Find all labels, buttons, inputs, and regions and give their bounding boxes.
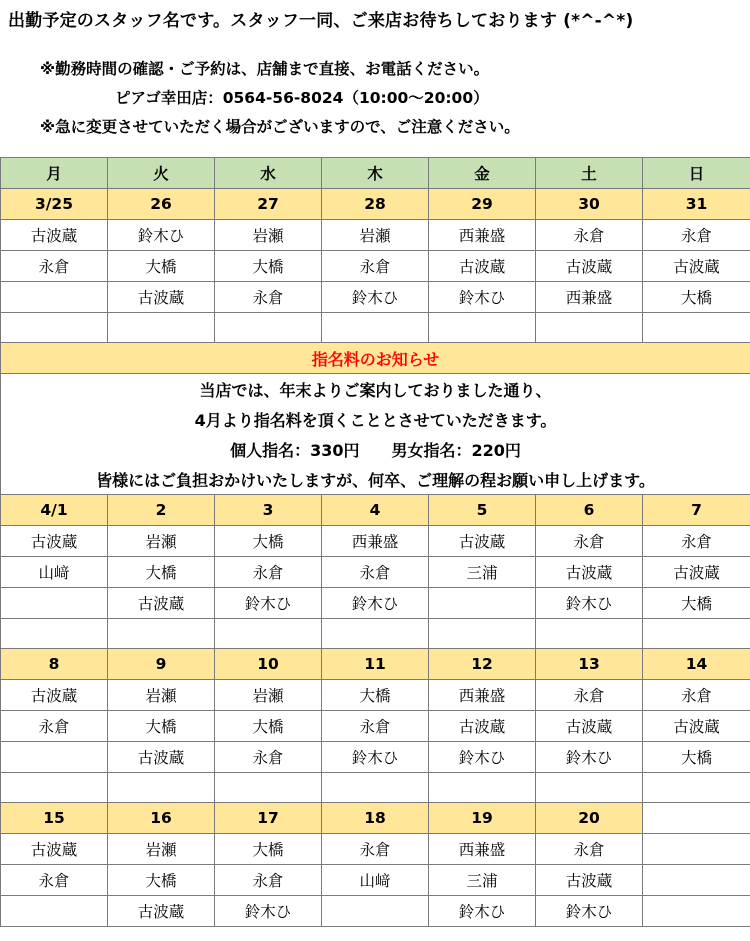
date-cell: 14 [643, 649, 750, 680]
weekday-tue: 火 [108, 158, 215, 189]
staff-cell: 大橋 [108, 557, 215, 588]
staff-cell: 鈴木ひ [536, 742, 643, 773]
empty-cell [429, 619, 536, 649]
staff-cell [1, 588, 108, 619]
weekday-mon: 月 [1, 158, 108, 189]
date-cell: 18 [322, 803, 429, 834]
staff-row [1, 834, 750, 865]
staff-cell: 山﨑 [1, 557, 108, 588]
staff-cell: 古波蔵 [643, 557, 750, 588]
date-cell: 16 [108, 803, 215, 834]
weekday-fri: 金 [429, 158, 536, 189]
spacer-row [1, 313, 750, 343]
staff-cell: 鈴木ひ [108, 220, 215, 251]
staff-cell: 古波蔵 [643, 251, 750, 282]
staff-cell: 岩瀬 [322, 220, 429, 251]
staff-cell [643, 834, 750, 865]
date-cell: 3/25 [1, 189, 108, 220]
empty-cell [1, 313, 108, 343]
date-cell: 7 [643, 495, 750, 526]
staff-cell: 永倉 [643, 220, 750, 251]
date-cell: 13 [536, 649, 643, 680]
date-cell: 5 [429, 495, 536, 526]
empty-cell [536, 773, 643, 803]
staff-cell: 永倉 [1, 251, 108, 282]
date-cell: 30 [536, 189, 643, 220]
staff-row [1, 220, 750, 251]
date-cell: 20 [536, 803, 643, 834]
date-cell: 27 [215, 189, 322, 220]
staff-cell: 西兼盛 [429, 220, 536, 251]
weekday-thu: 木 [322, 158, 429, 189]
date-cell: 2 [108, 495, 215, 526]
staff-cell [1, 742, 108, 773]
staff-cell: 三浦 [429, 557, 536, 588]
spacer-row [1, 773, 750, 803]
empty-cell [108, 619, 215, 649]
empty-cell [643, 619, 750, 649]
staff-cell: 永倉 [322, 834, 429, 865]
staff-cell: 古波蔵 [643, 711, 750, 742]
empty-cell [108, 773, 215, 803]
staff-cell: 西兼盛 [536, 282, 643, 313]
staff-cell: 大橋 [322, 680, 429, 711]
staff-cell: 鈴木ひ [536, 588, 643, 619]
notice-title: 指名料のお知らせ [1, 343, 750, 374]
staff-row [1, 557, 750, 588]
staff-row [1, 896, 750, 927]
staff-cell: 古波蔵 [108, 742, 215, 773]
date-cell: 29 [429, 189, 536, 220]
date-cell: 4/1 [1, 495, 108, 526]
staff-cell: 三浦 [429, 865, 536, 896]
notice-line: 当店では、年末よりご案内しておりました通り、 [1, 374, 750, 405]
date-cell: 10 [215, 649, 322, 680]
staff-cell: 大橋 [215, 834, 322, 865]
staff-cell: 永倉 [215, 557, 322, 588]
date-cell: 26 [108, 189, 215, 220]
staff-row [1, 282, 750, 313]
staff-cell [643, 896, 750, 927]
staff-cell: 永倉 [322, 711, 429, 742]
empty-cell [536, 619, 643, 649]
staff-cell: 鈴木ひ [429, 896, 536, 927]
notice-fee-line: 個人指名：330円 男女指名：220円 [1, 434, 750, 464]
booking-note: ※勤務時間の確認・ご予約は、店舗まで直接、お電話ください。 [40, 60, 490, 78]
notice-row [1, 374, 750, 405]
staff-cell: 岩瀬 [108, 526, 215, 557]
staff-cell: 古波蔵 [429, 711, 536, 742]
staff-schedule-table [0, 157, 750, 927]
weekday-wed: 水 [215, 158, 322, 189]
staff-cell: 大橋 [215, 711, 322, 742]
empty-cell [1, 773, 108, 803]
staff-cell: 西兼盛 [429, 680, 536, 711]
staff-cell: 古波蔵 [1, 220, 108, 251]
staff-cell: 古波蔵 [536, 711, 643, 742]
staff-cell: 永倉 [536, 220, 643, 251]
staff-cell: 鈴木ひ [215, 896, 322, 927]
staff-cell: 鈴木ひ [322, 588, 429, 619]
page-title: 出勤予定のスタッフ名です。スタッフ一同、ご来店お待ちしております (*^-^*) [8, 11, 634, 31]
staff-row [1, 526, 750, 557]
staff-cell: 古波蔵 [1, 680, 108, 711]
staff-cell: 鈴木ひ [322, 742, 429, 773]
staff-cell: 古波蔵 [429, 251, 536, 282]
staff-row [1, 865, 750, 896]
date-row [1, 649, 750, 680]
staff-cell: 永倉 [643, 526, 750, 557]
weekday-row [1, 158, 750, 189]
staff-cell: 古波蔵 [429, 526, 536, 557]
date-cell: 19 [429, 803, 536, 834]
staff-cell [1, 282, 108, 313]
staff-cell: 岩瀬 [215, 680, 322, 711]
staff-cell: 鈴木ひ [215, 588, 322, 619]
date-cell: 28 [322, 189, 429, 220]
staff-cell: 古波蔵 [1, 834, 108, 865]
staff-cell: 永倉 [1, 865, 108, 896]
staff-cell: 西兼盛 [322, 526, 429, 557]
staff-cell: 永倉 [643, 680, 750, 711]
staff-cell: 鈴木ひ [536, 896, 643, 927]
staff-cell: 岩瀬 [108, 834, 215, 865]
staff-cell: 永倉 [536, 680, 643, 711]
staff-cell: 岩瀬 [215, 220, 322, 251]
empty-cell [643, 803, 750, 834]
staff-cell: 古波蔵 [108, 282, 215, 313]
staff-cell [643, 865, 750, 896]
staff-cell: 大橋 [108, 865, 215, 896]
staff-cell: 西兼盛 [429, 834, 536, 865]
notice-row [1, 464, 750, 495]
empty-cell [1, 619, 108, 649]
date-cell: 3 [215, 495, 322, 526]
staff-cell: 永倉 [215, 742, 322, 773]
date-row [1, 803, 750, 834]
empty-cell [643, 313, 750, 343]
empty-cell [322, 619, 429, 649]
staff-row [1, 680, 750, 711]
staff-cell: 古波蔵 [1, 526, 108, 557]
empty-cell [322, 313, 429, 343]
spacer-row [1, 619, 750, 649]
staff-cell: 古波蔵 [108, 588, 215, 619]
staff-cell: 大橋 [215, 251, 322, 282]
staff-row [1, 588, 750, 619]
empty-cell [643, 773, 750, 803]
staff-cell: 永倉 [1, 711, 108, 742]
staff-row [1, 711, 750, 742]
empty-cell [536, 313, 643, 343]
staff-cell: 岩瀬 [108, 680, 215, 711]
staff-cell: 大橋 [643, 588, 750, 619]
staff-cell: 永倉 [322, 251, 429, 282]
staff-cell: 古波蔵 [108, 896, 215, 927]
weekday-sun: 日 [643, 158, 750, 189]
staff-cell: 永倉 [322, 557, 429, 588]
staff-cell: 大橋 [643, 742, 750, 773]
change-note: ※急に変更させていただく場合がございますので、ご注意ください。 [40, 118, 520, 136]
staff-cell [429, 588, 536, 619]
empty-cell [215, 773, 322, 803]
staff-cell: 永倉 [536, 834, 643, 865]
date-cell: 31 [643, 189, 750, 220]
weekday-sat: 土 [536, 158, 643, 189]
empty-cell [429, 313, 536, 343]
empty-cell [215, 313, 322, 343]
staff-row [1, 251, 750, 282]
date-cell: 6 [536, 495, 643, 526]
notice-row [1, 434, 750, 464]
notice-line: 4月より指名料を頂くこととさせていただきます。 [1, 404, 750, 434]
date-cell: 17 [215, 803, 322, 834]
store-phone: ピアゴ幸田店：0564-56-8024（10:00～20:00） [115, 89, 489, 107]
empty-cell [108, 313, 215, 343]
staff-cell: 大橋 [215, 526, 322, 557]
date-cell: 11 [322, 649, 429, 680]
notice-line: 皆様にはご負担おかけいたしますが、何卒、ご理解の程お願い申し上げます。 [1, 464, 750, 495]
date-cell: 8 [1, 649, 108, 680]
staff-cell: 鈴木ひ [429, 282, 536, 313]
empty-cell [429, 773, 536, 803]
staff-cell: 鈴木ひ [429, 742, 536, 773]
empty-cell [322, 773, 429, 803]
staff-cell: 永倉 [215, 282, 322, 313]
empty-cell [215, 619, 322, 649]
staff-cell [322, 896, 429, 927]
staff-cell: 大橋 [108, 251, 215, 282]
date-cell: 15 [1, 803, 108, 834]
staff-cell: 古波蔵 [536, 251, 643, 282]
staff-cell: 永倉 [536, 526, 643, 557]
date-cell: 9 [108, 649, 215, 680]
date-row [1, 189, 750, 220]
date-cell: 4 [322, 495, 429, 526]
notice-title-row [1, 343, 750, 374]
staff-cell: 古波蔵 [536, 865, 643, 896]
staff-cell: 大橋 [108, 711, 215, 742]
staff-cell: 大橋 [643, 282, 750, 313]
staff-cell: 鈴木ひ [322, 282, 429, 313]
staff-row [1, 742, 750, 773]
staff-cell [1, 896, 108, 927]
staff-cell: 山﨑 [322, 865, 429, 896]
notice-row [1, 404, 750, 434]
date-row [1, 495, 750, 526]
staff-cell: 古波蔵 [536, 557, 643, 588]
staff-cell: 永倉 [215, 865, 322, 896]
date-cell: 12 [429, 649, 536, 680]
